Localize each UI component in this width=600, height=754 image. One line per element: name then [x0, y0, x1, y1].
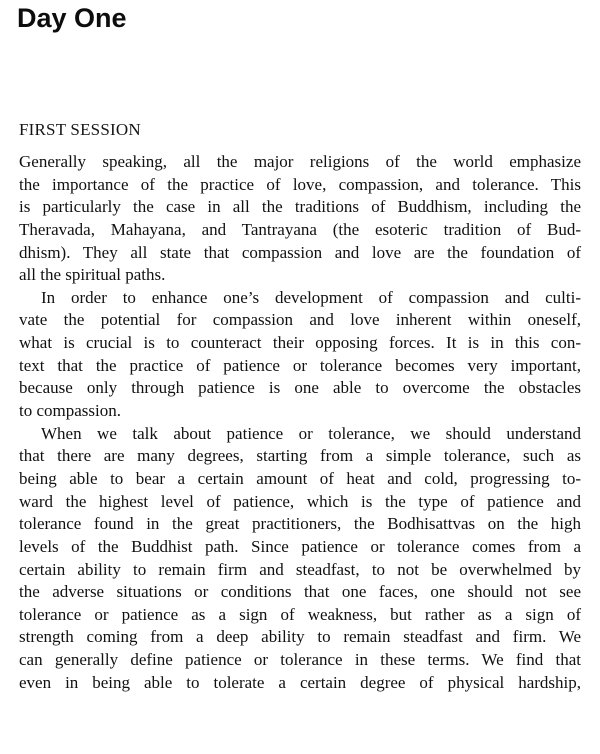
text-line: levels of the Buddhist path. Since patience or tolerance comes from a [19, 536, 581, 556]
text-line: vate the potential for compassion and love inherent within oneself, [19, 310, 581, 330]
text-line: When we talk about patience or tolerance, we should understand [41, 423, 581, 443]
text-line: strength coming from a deep ability to remain steadfast and firm. We [19, 627, 581, 647]
text-line: the adverse situations or conditions that one faces, one should not see [19, 582, 581, 602]
text-line: tolerance or patience as a sign of weakness, but rather as a sign of [19, 604, 581, 624]
text-line: the importance of the practice of love, compassion, and tolerance. This [19, 174, 581, 194]
chapter-title: Day One [17, 3, 127, 33]
text-line: Generally speaking, all the major religions of the world emphasize [19, 152, 581, 171]
text-line: tolerance found in the great practitioners, the Bodhisattvas on the high [19, 514, 581, 534]
text-line: being able to bear a certain amount of heat and cold, progressing to- [19, 468, 581, 488]
text-line: certain ability to remain firm and steadfast, to not be overwhelmed by [19, 559, 581, 579]
text-line: dhism). They all state that compassion and love are the foundation of [19, 242, 581, 262]
text-line: all the spiritual paths. [19, 265, 166, 285]
text-line: ward the highest level of patience, which is the type of patience and [19, 491, 581, 511]
text-line: In order to enhance one’s development of compassion and culti- [41, 287, 581, 307]
body-text [19, 151, 581, 694]
text-line: can generally define patience or tolerance in these terms. We find that [19, 650, 581, 670]
text-line: text that the practice of patience or tolerance becomes very important, [19, 355, 581, 375]
text-line: because only through patience is one able to overcome the obstacles [19, 378, 581, 398]
text-line: what is crucial is to counteract their opposing forces. It is in this con- [19, 333, 581, 353]
text-line: that there are many degrees, starting from a simple tolerance, such as [19, 446, 581, 466]
text-line: even in being able to tolerate a certain degree of physical hardship, [19, 672, 581, 692]
section-heading: FIRST SESSION [19, 120, 141, 139]
text-line: is particularly the case in all the traditions of Buddhism, including the [19, 197, 581, 217]
text-line: to compassion. [19, 401, 121, 421]
text-line: Theravada, Mahayana, and Tantrayana (the esoteric tradition of Bud- [19, 219, 581, 239]
